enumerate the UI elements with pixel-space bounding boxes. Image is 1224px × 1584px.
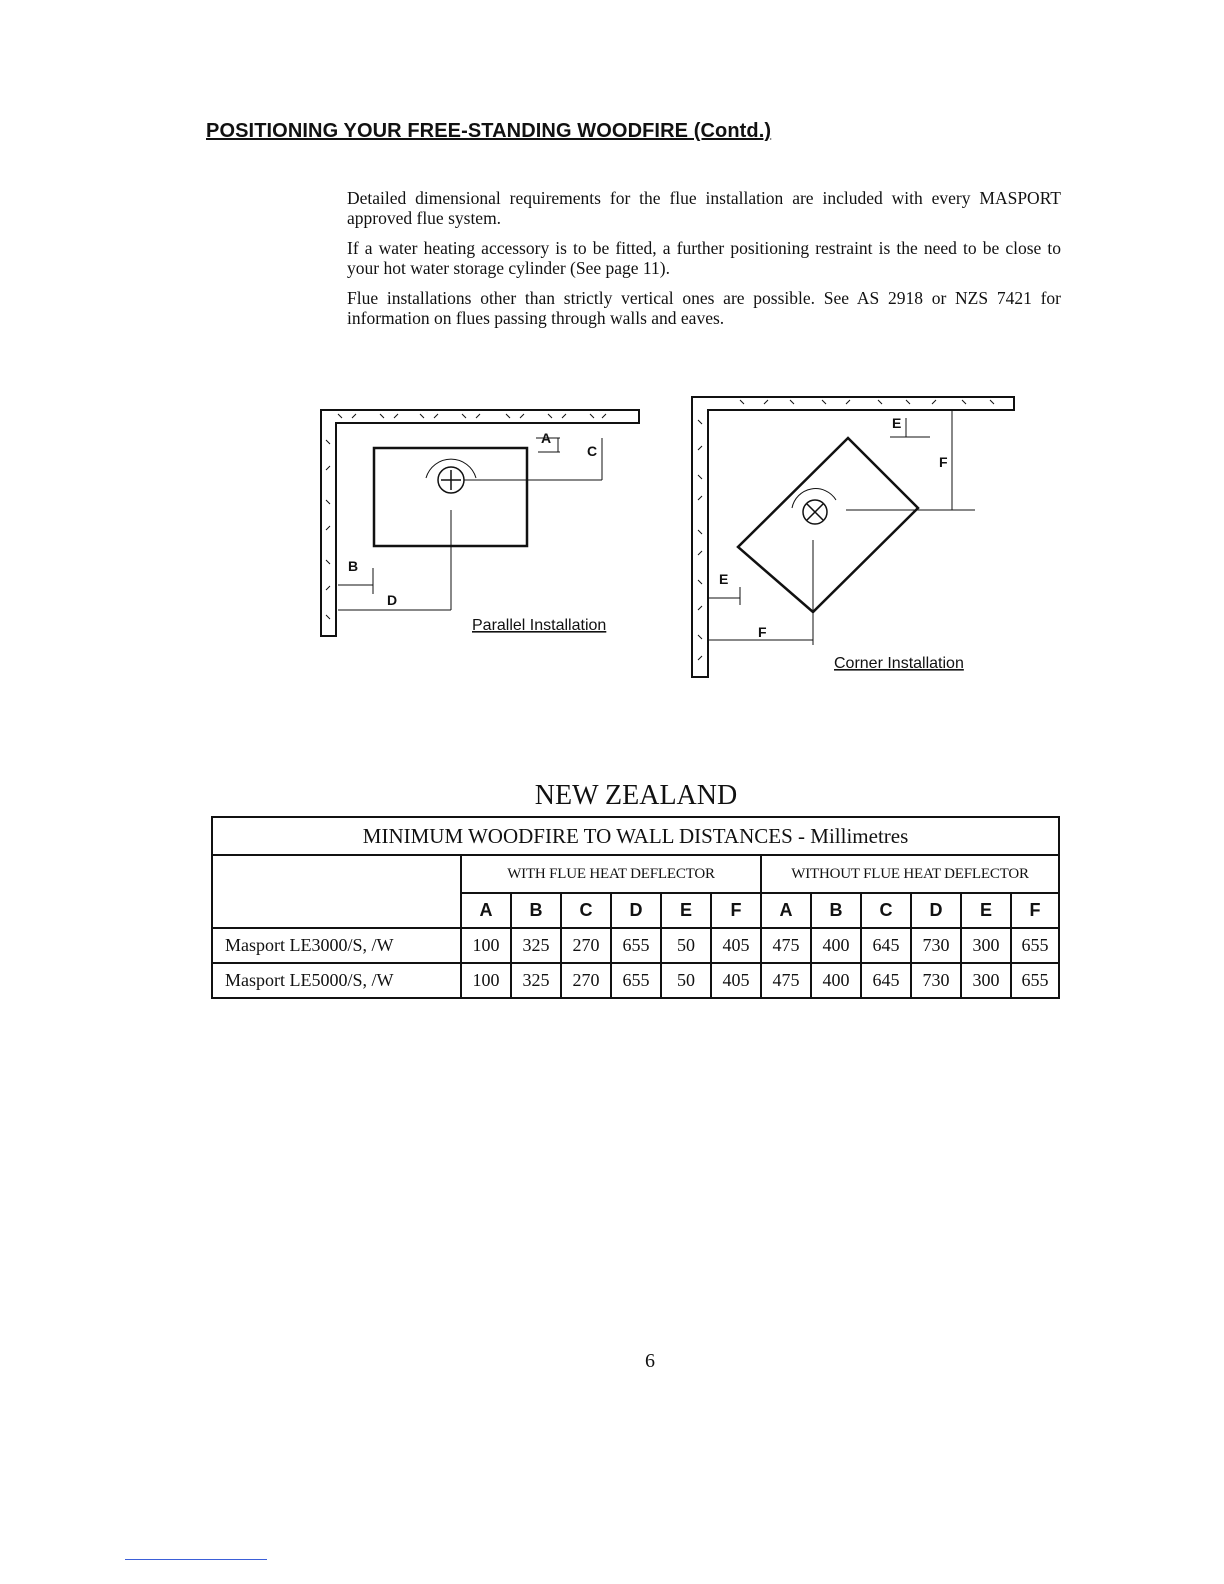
column-header: E <box>961 893 1011 928</box>
column-header: A <box>461 893 511 928</box>
stove-body-rotated <box>738 438 918 612</box>
value-cell: 50 <box>661 928 711 963</box>
value-cell: 655 <box>611 928 661 963</box>
group-with-deflector: WITH FLUE HEAT DEFLECTOR <box>461 855 761 893</box>
value-cell: 400 <box>811 928 861 963</box>
value-cell: 405 <box>711 963 761 998</box>
value-cell: 730 <box>911 928 961 963</box>
value-cell: 655 <box>611 963 661 998</box>
wall-hatching <box>326 414 606 619</box>
label-f-bottom: F <box>758 624 767 640</box>
column-header: F <box>711 893 761 928</box>
parallel-installation-caption: Parallel Installation <box>472 617 607 634</box>
column-header: D <box>911 893 961 928</box>
value-cell: 405 <box>711 928 761 963</box>
paragraph-water-heating: If a water heating accessory is to be fitted, a further positioning restraint is the need to be close to your hot water storage cylinder (See page 11). <box>347 238 1061 278</box>
value-cell: 100 <box>461 963 511 998</box>
value-cell: 300 <box>961 928 1011 963</box>
value-cell: 270 <box>561 963 611 998</box>
column-header: B <box>511 893 561 928</box>
column-header: D <box>611 893 661 928</box>
value-cell: 475 <box>761 963 811 998</box>
corner-installation-caption: Corner Installation <box>834 655 964 672</box>
page-number: 6 <box>645 1350 655 1372</box>
installation-diagrams <box>0 380 1224 700</box>
label-f-top: F <box>939 454 948 470</box>
value-cell: 645 <box>861 963 911 998</box>
model-name: Masport LE3000/S, /W <box>212 928 461 963</box>
table-row <box>212 963 1059 998</box>
value-cell: 100 <box>461 928 511 963</box>
column-header: C <box>561 893 611 928</box>
corner-installation-diagram <box>692 397 1014 677</box>
table-row <box>212 928 1059 963</box>
column-header: C <box>861 893 911 928</box>
value-cell: 655 <box>1011 928 1059 963</box>
value-cell: 270 <box>561 928 611 963</box>
label-c: C <box>587 443 598 459</box>
parallel-installation-diagram <box>321 410 639 636</box>
column-header: F <box>1011 893 1059 928</box>
value-cell: 325 <box>511 928 561 963</box>
column-header: A <box>761 893 811 928</box>
value-cell: 655 <box>1011 963 1059 998</box>
model-name: Masport LE5000/S, /W <box>212 963 461 998</box>
paragraph-flue-requirements: Detailed dimensional requirements for the flue installation are included with every MASPORT approved flue system. <box>347 188 1061 228</box>
paragraph-flue-installations: Flue installations other than strictly vertical ones are possible. See AS 2918 or NZS 7421 for information on flues passing through walls and eaves. <box>347 288 1061 328</box>
label-b: B <box>348 558 359 574</box>
page-heading: POSITIONING YOUR FREE-STANDING WOODFIRE (Contd.) <box>206 120 772 142</box>
value-cell: 645 <box>861 928 911 963</box>
column-header: B <box>811 893 861 928</box>
group-without-deflector: WITHOUT FLUE HEAT DEFLECTOR <box>761 855 1059 893</box>
value-cell: 50 <box>661 963 711 998</box>
column-header: E <box>661 893 711 928</box>
label-e-left: E <box>719 571 729 587</box>
wall-distances-table <box>211 816 1060 999</box>
table-corner-cell <box>212 855 461 928</box>
value-cell: 400 <box>811 963 861 998</box>
value-cell: 730 <box>911 963 961 998</box>
table-caption: MINIMUM WOODFIRE TO WALL DISTANCES - Millimetres <box>212 817 1059 855</box>
label-d: D <box>387 592 398 608</box>
bottom-rule <box>125 1559 267 1560</box>
value-cell: 325 <box>511 963 561 998</box>
label-a: A <box>541 430 552 446</box>
region-title: NEW ZEALAND <box>534 780 738 811</box>
value-cell: 475 <box>761 928 811 963</box>
value-cell: 300 <box>961 963 1011 998</box>
label-e-top: E <box>892 415 902 431</box>
